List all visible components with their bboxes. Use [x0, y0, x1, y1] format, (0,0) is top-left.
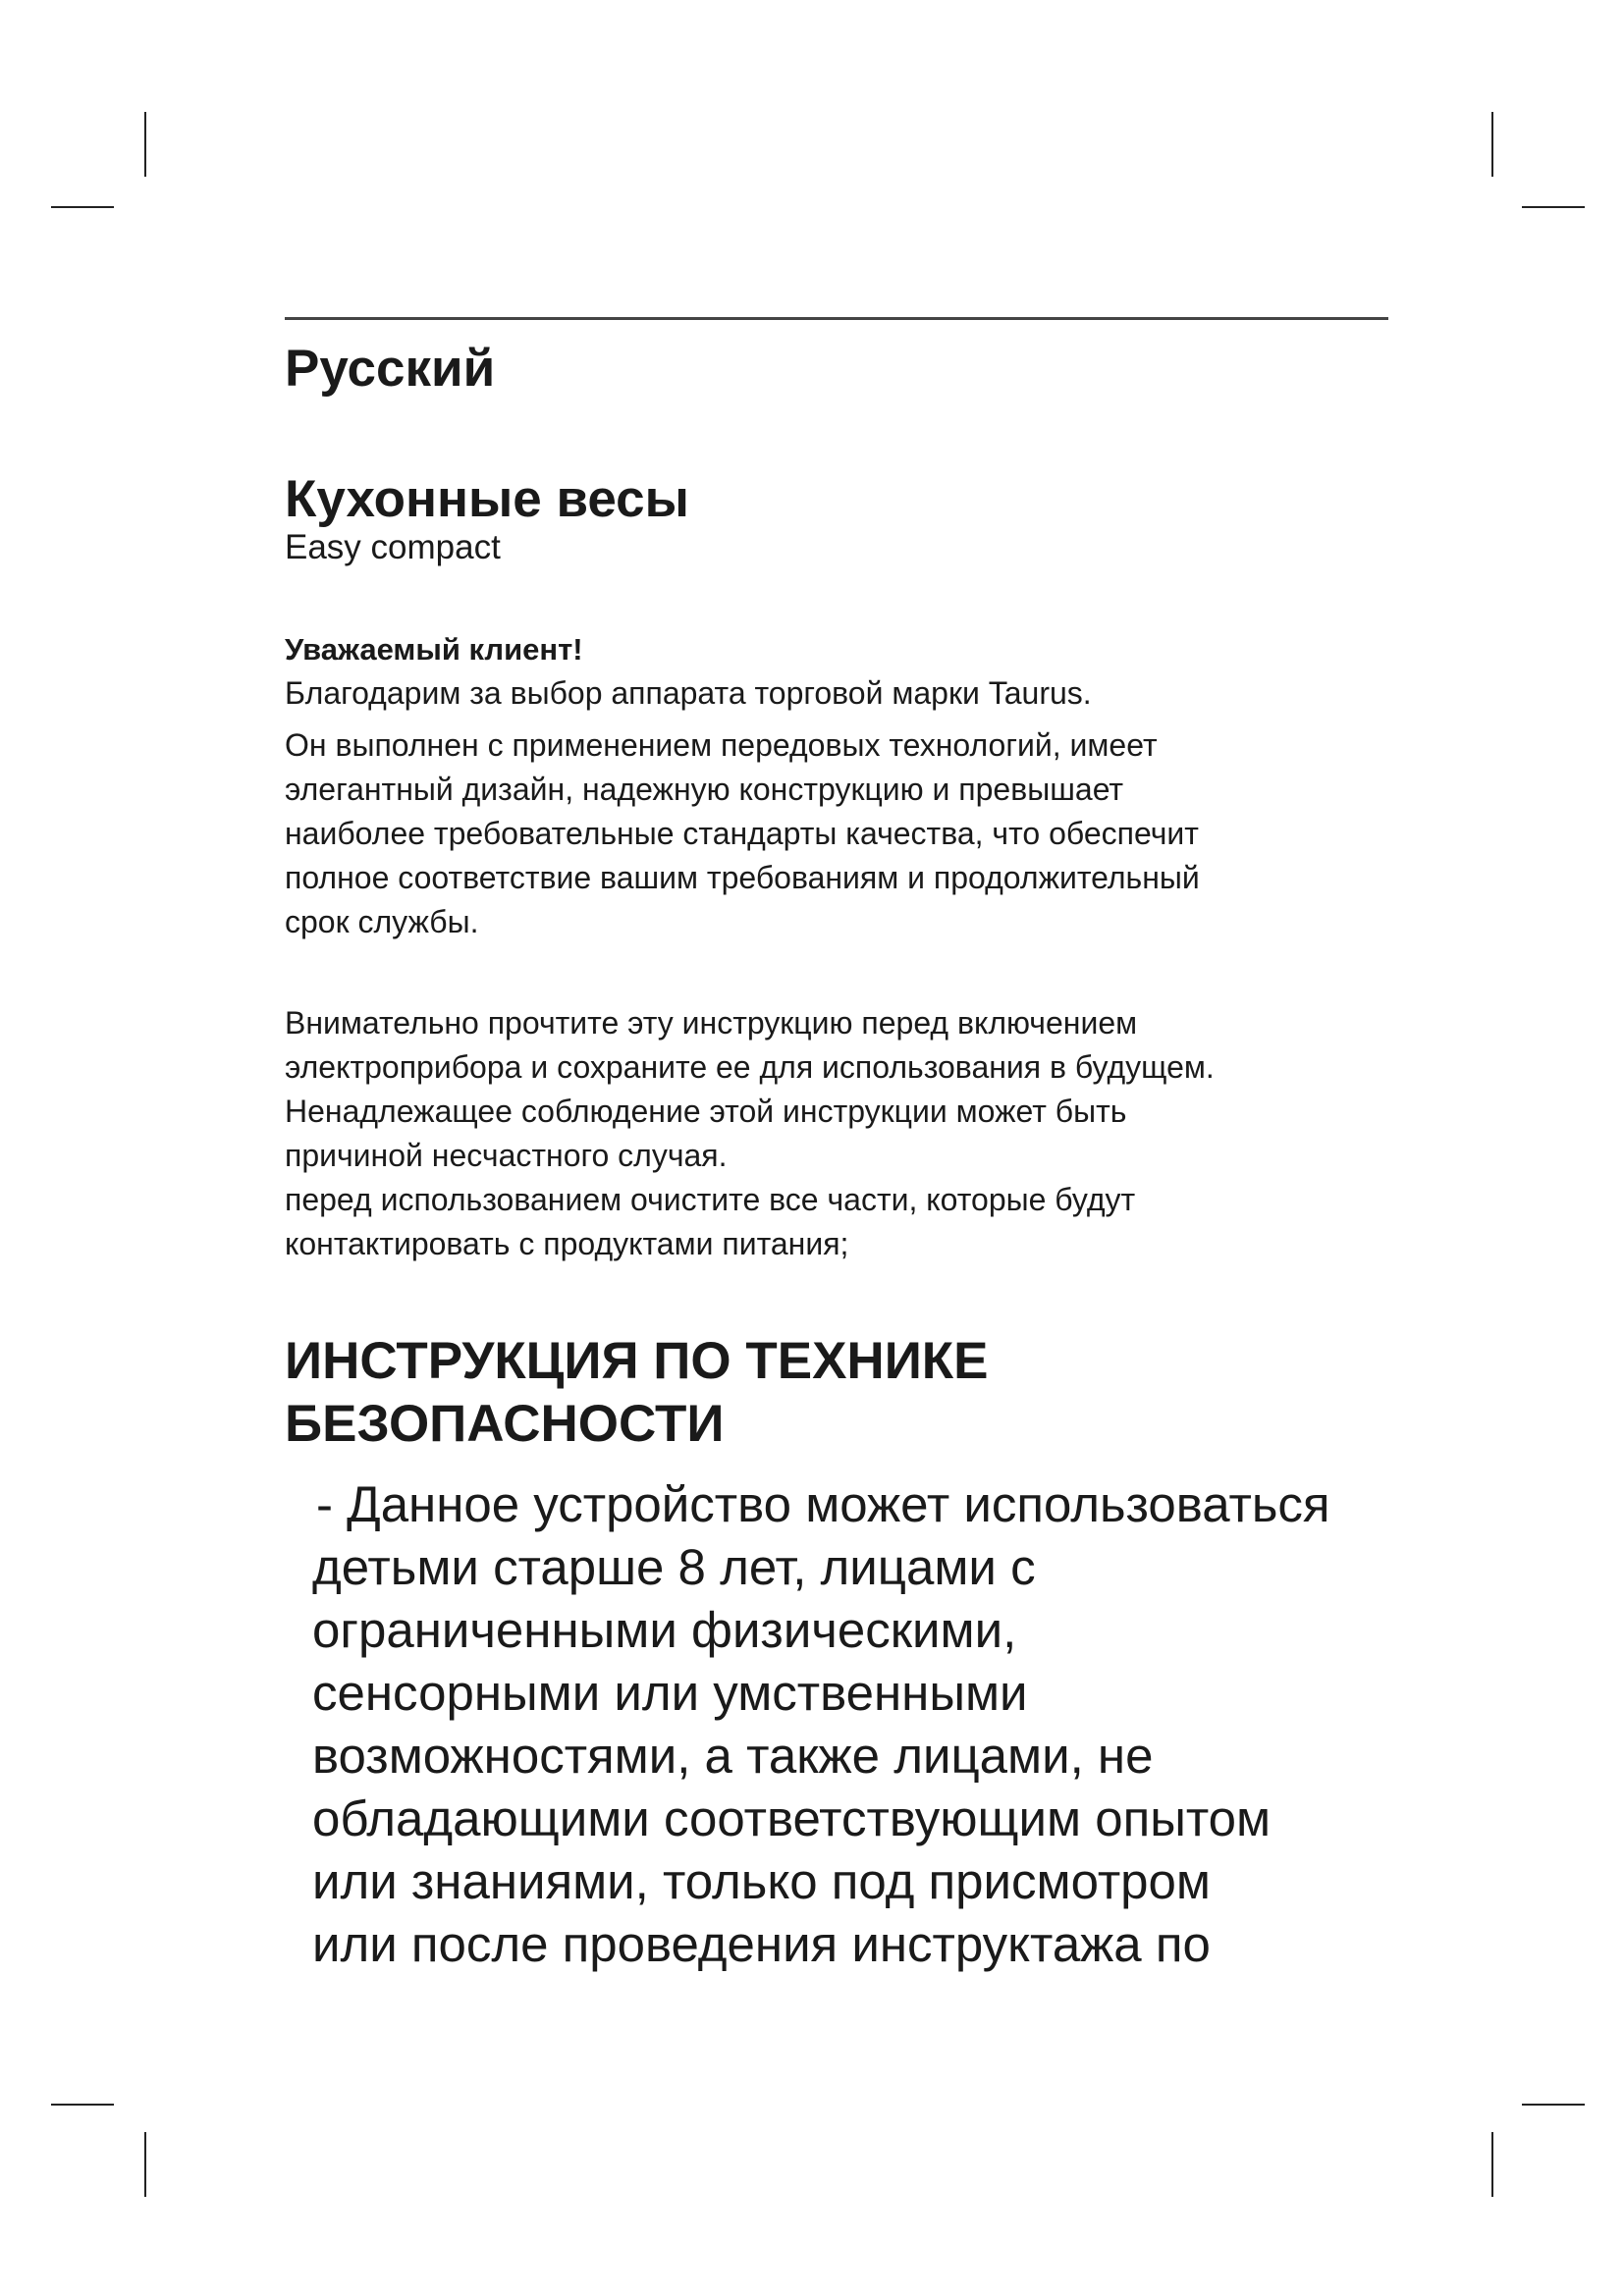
clean-line: перед использованием очистите все части, которые будут — [285, 1182, 1136, 1217]
read-line: причиной несчастного случая. — [285, 1138, 728, 1173]
language-title: Русский — [285, 340, 496, 398]
crop-mark-top-right-vertical — [1491, 112, 1493, 177]
safety-item-line: сенсорными или умственными — [312, 1665, 1028, 1721]
read-line: Внимательно прочтите эту инструкцию перед включением — [285, 1005, 1138, 1041]
description-line: Он выполнен с применением передовых технологий, имеет — [285, 727, 1158, 763]
crop-mark-top-right-horizontal — [1522, 206, 1585, 208]
cleaning-paragraph — [285, 1178, 1394, 1266]
safety-item-line: ограниченными физическими, — [312, 1602, 1017, 1658]
crop-mark-bottom-right-vertical — [1491, 2132, 1493, 2197]
description-line: срок службы. — [285, 904, 479, 939]
product-title: Кухонные весы — [285, 470, 689, 528]
description-line: полное соответствие вашим требованиям и продолжительный — [285, 860, 1200, 895]
safety-item-line: детьми старше 8 лет, лицами с — [312, 1539, 1036, 1595]
safety-heading-line: БЕЗОПАСНОСТИ — [285, 1395, 725, 1453]
clean-line: контактировать с продуктами питания; — [285, 1226, 849, 1261]
description-line: элегантный дизайн, надежную конструкцию и превышает — [285, 772, 1124, 807]
crop-mark-top-left-vertical — [144, 112, 146, 177]
crop-mark-bottom-right-horizontal — [1522, 2104, 1585, 2106]
read-instructions-paragraph — [285, 1001, 1394, 1178]
crop-mark-bottom-left-horizontal — [51, 2104, 114, 2106]
thanks-line: Благодарим за выбор аппарата торговой марки Taurus. — [285, 675, 1092, 711]
safety-heading — [285, 1330, 1394, 1456]
safety-item-line: или знаниями, только под присмотром — [312, 1853, 1211, 1909]
safety-item — [312, 1473, 1441, 1976]
read-line: Ненадлежащее соблюдение этой инструкции может быть — [285, 1094, 1127, 1129]
safety-item-line: обладающими соответствующим опытом — [312, 1790, 1272, 1846]
product-model: Easy compact — [285, 528, 501, 566]
header-rule — [285, 317, 1388, 320]
read-line: электроприбора и сохраните ее для использования в будущем. — [285, 1049, 1215, 1085]
description-line: наиболее требовательные стандарты качества, что обеспечит — [285, 816, 1199, 851]
greeting: Уважаемый клиент! — [285, 632, 583, 667]
safety-item-line: - Данное устройство может использоваться — [316, 1476, 1330, 1532]
crop-mark-top-left-horizontal — [51, 206, 114, 208]
thanks-paragraph — [285, 671, 1394, 716]
safety-heading-line: ИНСТРУКЦИЯ ПО ТЕХНИКЕ — [285, 1332, 989, 1390]
safety-item-line: возможностями, а также лицами, не — [312, 1728, 1154, 1784]
description-paragraph — [285, 723, 1394, 944]
safety-item-line: или после проведения инструктажа по — [312, 1916, 1211, 1972]
crop-mark-bottom-left-vertical — [144, 2132, 146, 2197]
